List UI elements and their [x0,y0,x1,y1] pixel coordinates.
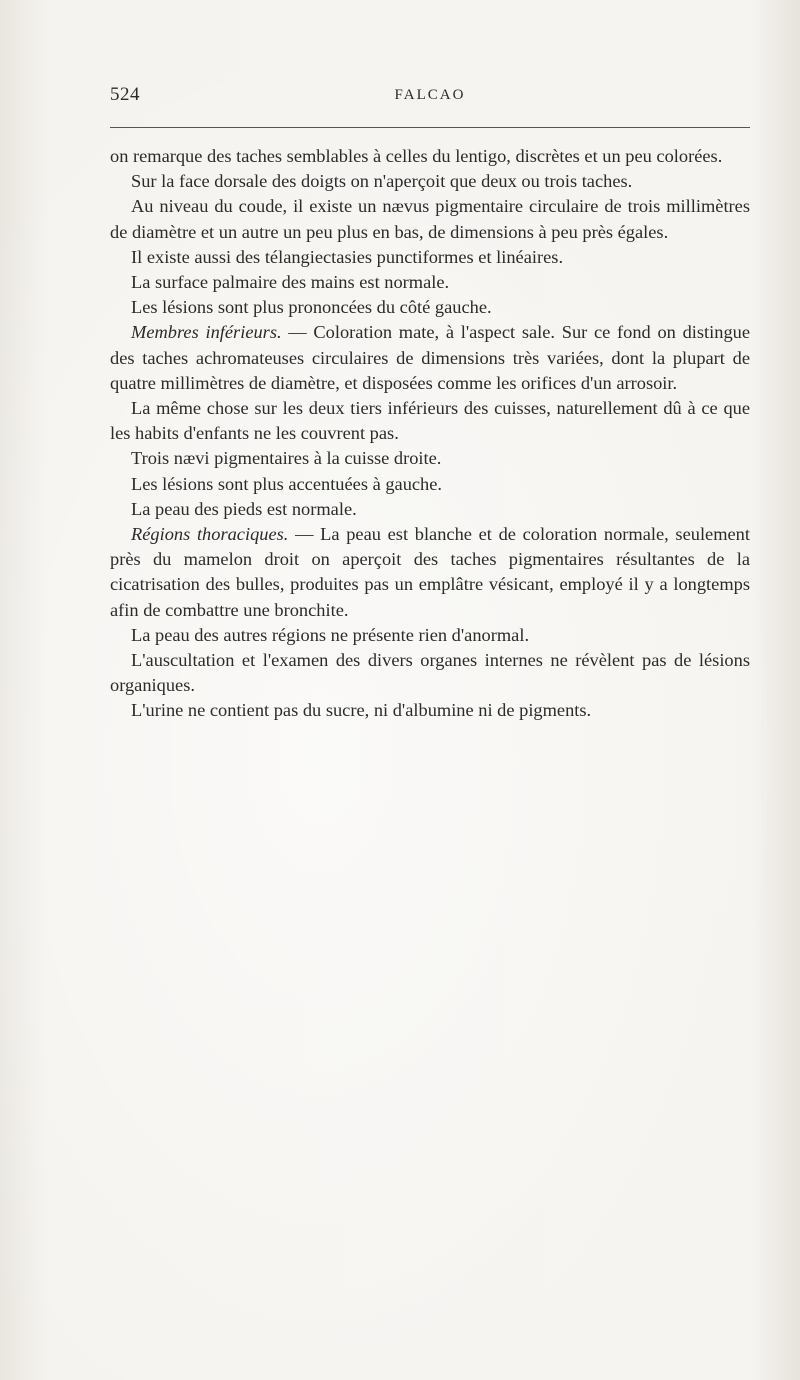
paragraph [110,320,750,396]
paragraph [110,648,750,698]
paragraph-text: La même chose sur les deux tiers inférieurs des cuisses, naturellement dû à ce que les habits d'enfants ne les couvrent pas. [110,398,750,444]
section-heading: Régions thoraciques. [131,524,289,545]
paragraph-text: L'auscultation et l'examen des divers organes internes ne révèlent pas de lésions organiques. [110,650,750,696]
paragraph-text: — Coloration mate, à l'aspect sale. Sur ce fond on distingue des taches achromateuses circulaires de dimensions très variées, dont la plupart de quatre millimètres de diamètre, et disposées comme les orifices d'un arrosoir. [110,322,751,393]
paragraph [110,194,750,244]
paragraph [110,698,750,723]
paragraph [110,169,750,194]
paragraph-text: Trois nævi pigmentaires à la cuisse droite. [131,448,442,469]
paragraph [110,245,750,270]
paragraph [110,295,750,320]
paragraph-text: La surface palmaire des mains est normale. [131,272,450,293]
paragraph-text: Il existe aussi des télangiectasies punctiformes et linéaires. [131,246,564,267]
paragraph-text: La peau des autres régions ne présente rien d'anormal. [131,624,530,645]
paragraph-text: Les lésions sont plus accentuées à gauche. [131,473,443,494]
page-header [110,84,750,114]
paragraph [110,472,750,497]
paragraph-text: La peau des pieds est normale. [131,498,357,519]
header-rule [110,127,750,128]
paragraph-text: Au niveau du coude, il existe un nævus pigmentaire circulaire de trois millimètres de diamètre et un autre un peu plus en bas, de dimensions à peu près égales. [110,196,750,242]
paragraph-text: on remarque des taches semblables à celles du lentigo, discrètes et un peu colorées. [110,146,723,166]
paragraph-text: — La peau est blanche et de coloration normale, seulement près du mamelon droit on aperçoit des taches pigmentaires résultantes de la cicatrisation des bulles, produites pas un emplâtre vésicant, employé il y a longtemps afin de combattre une bronchite. [110,524,750,620]
paragraph [110,270,750,295]
running-title: FALCAO [394,87,466,103]
paragraph [110,446,750,471]
body-text [110,144,750,724]
paragraph [110,522,750,623]
section-heading: Membres inférieurs. [131,322,282,343]
paragraph-text: Les lésions sont plus prononcées du côté gauche. [131,297,492,318]
paragraph [110,497,750,522]
paragraph [110,144,750,169]
page-number: 524 [110,84,140,105]
paragraph-text: Sur la face dorsale des doigts on n'aperçoit que deux ou trois taches. [131,171,633,192]
paragraph [110,623,750,648]
paragraph [110,396,750,446]
paragraph-text: L'urine ne contient pas du sucre, ni d'albumine ni de pigments. [131,700,592,721]
